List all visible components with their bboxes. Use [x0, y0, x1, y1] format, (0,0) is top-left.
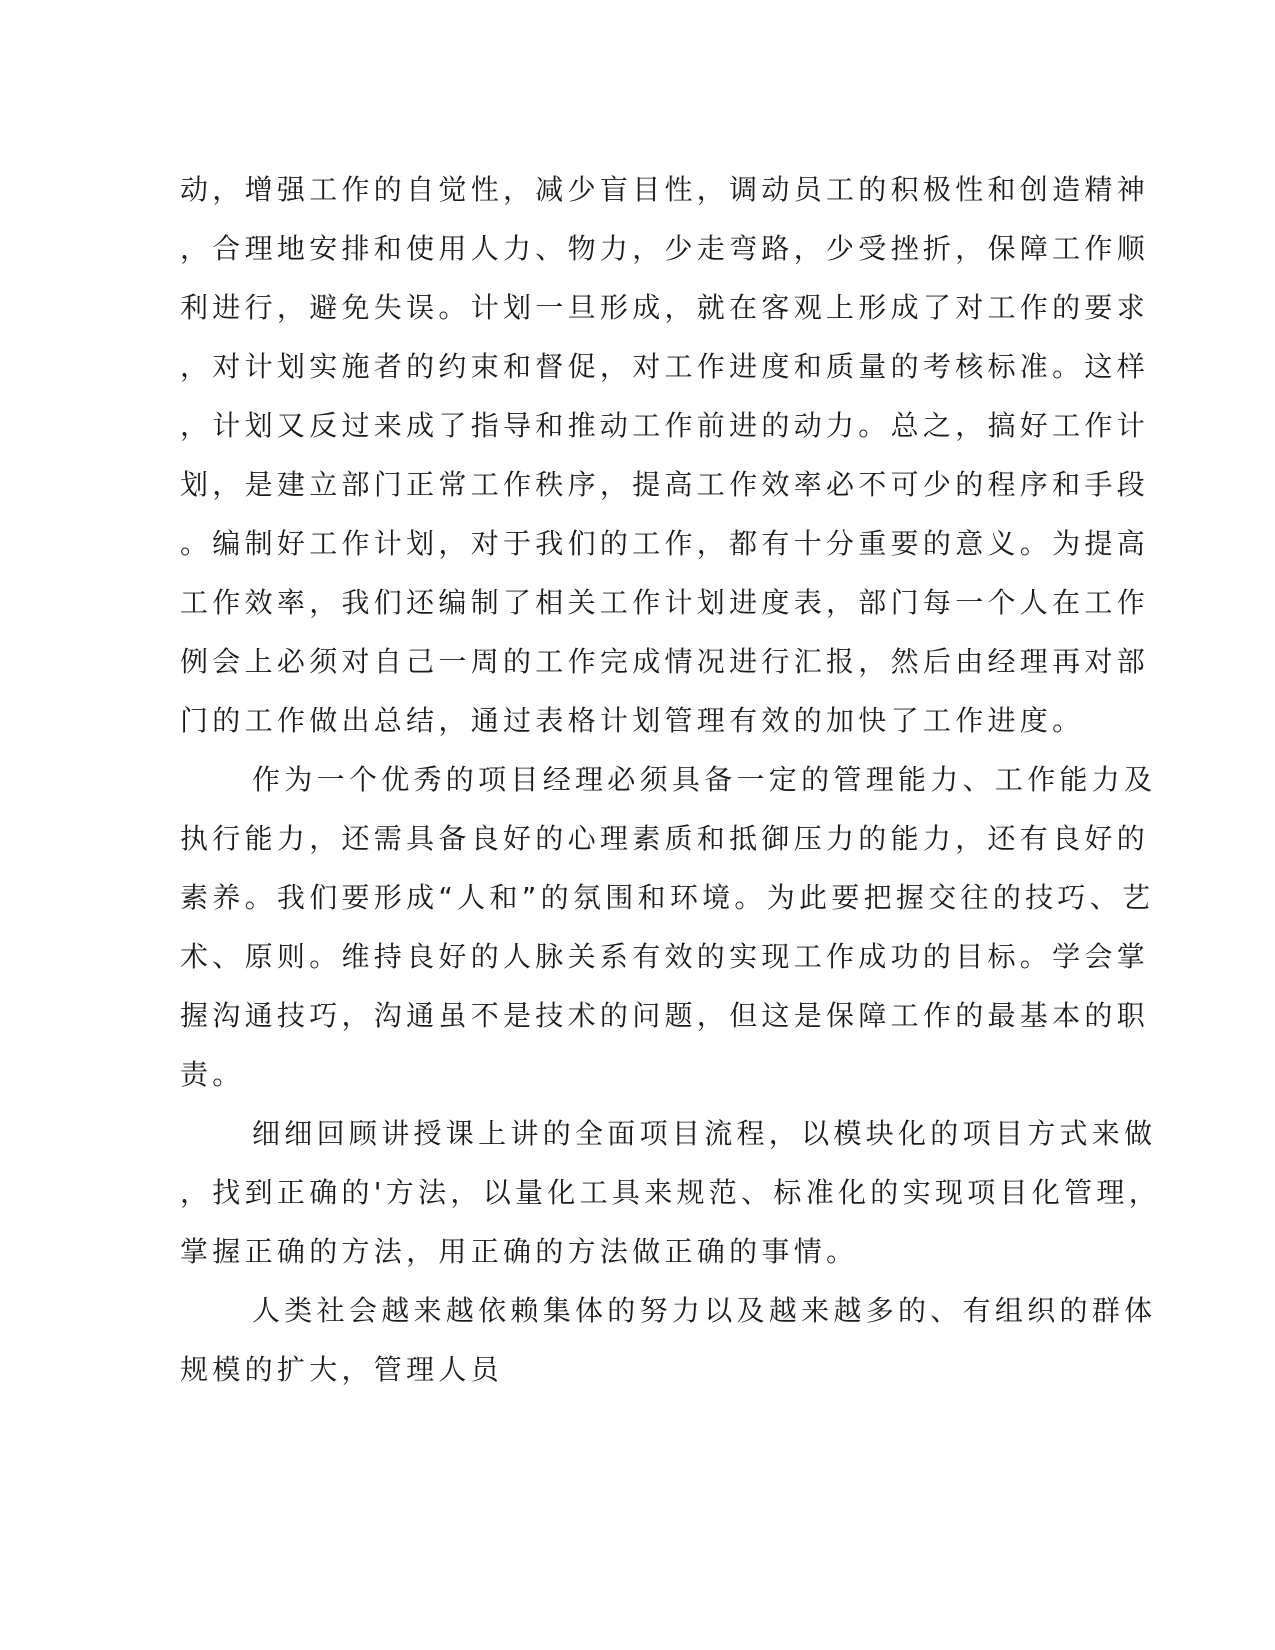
text-line: ，合理地安排和使用人力、物力，少走弯路，少受挫折，保障工作顺	[180, 232, 1150, 265]
paragraph-start-line: 细细回顾讲授课上讲的全面项目流程，以模块化的项目方式来做	[252, 1117, 1157, 1150]
text-line: 素养。我们要形成“人和”的氛围和环境。为此要把握交往的技巧、艺	[180, 881, 1155, 914]
body-text	[180, 160, 1180, 1399]
text-line: 门的工作做出总结，通过表格计划管理有效的加快了工作进度。	[180, 704, 1085, 737]
text-line: 掌握正确的方法，用正确的方法做正确的事情。	[180, 1235, 859, 1268]
text-line: 。编制好工作计划，对于我们的工作，都有十分重要的意义。为提高	[180, 527, 1150, 560]
text-line: 责。	[180, 1058, 245, 1091]
text-line: 术、原则。维持良好的人脉关系有效的实现工作成功的目标。学会掌	[180, 940, 1150, 973]
text-line: ，计划又反过来成了指导和推动工作前进的动力。总之，搞好工作计	[180, 409, 1150, 442]
text-line: 握沟通技巧，沟通虽不是技术的问题，但这是保障工作的最基本的职	[180, 999, 1150, 1032]
text-line: 划，是建立部门正常工作秩序，提高工作效率必不可少的程序和手段	[180, 468, 1150, 501]
text-line: 执行能力，还需具备良好的心理素质和抵御压力的能力，还有良好的	[180, 822, 1150, 855]
text-line: ，对计划实施者的约束和督促，对工作进度和质量的考核标准。这样	[180, 350, 1150, 383]
text-line: 规模的扩大，管理人员	[180, 1353, 504, 1386]
text-line: ，找到正确的'方法，以量化工具来规范、标准化的实现项目化管理，	[180, 1176, 1162, 1209]
paragraph-start-line: 作为一个优秀的项目经理必须具备一定的管理能力、工作能力及	[252, 763, 1157, 796]
text-line: 利进行，避免失误。计划一旦形成，就在客观上形成了对工作的要求	[180, 291, 1150, 324]
text-line: 工作效率，我们还编制了相关工作计划进度表，部门每一个人在工作	[180, 586, 1150, 619]
text-line: 动，增强工作的自觉性，减少盲目性，调动员工的积极性和创造精神	[180, 173, 1150, 206]
paragraph-start-line: 人类社会越来越依赖集体的努力以及越来越多的、有组织的群体	[252, 1294, 1157, 1327]
text-line: 例会上必须对自己一周的工作完成情况进行汇报，然后由经理再对部	[180, 645, 1150, 678]
